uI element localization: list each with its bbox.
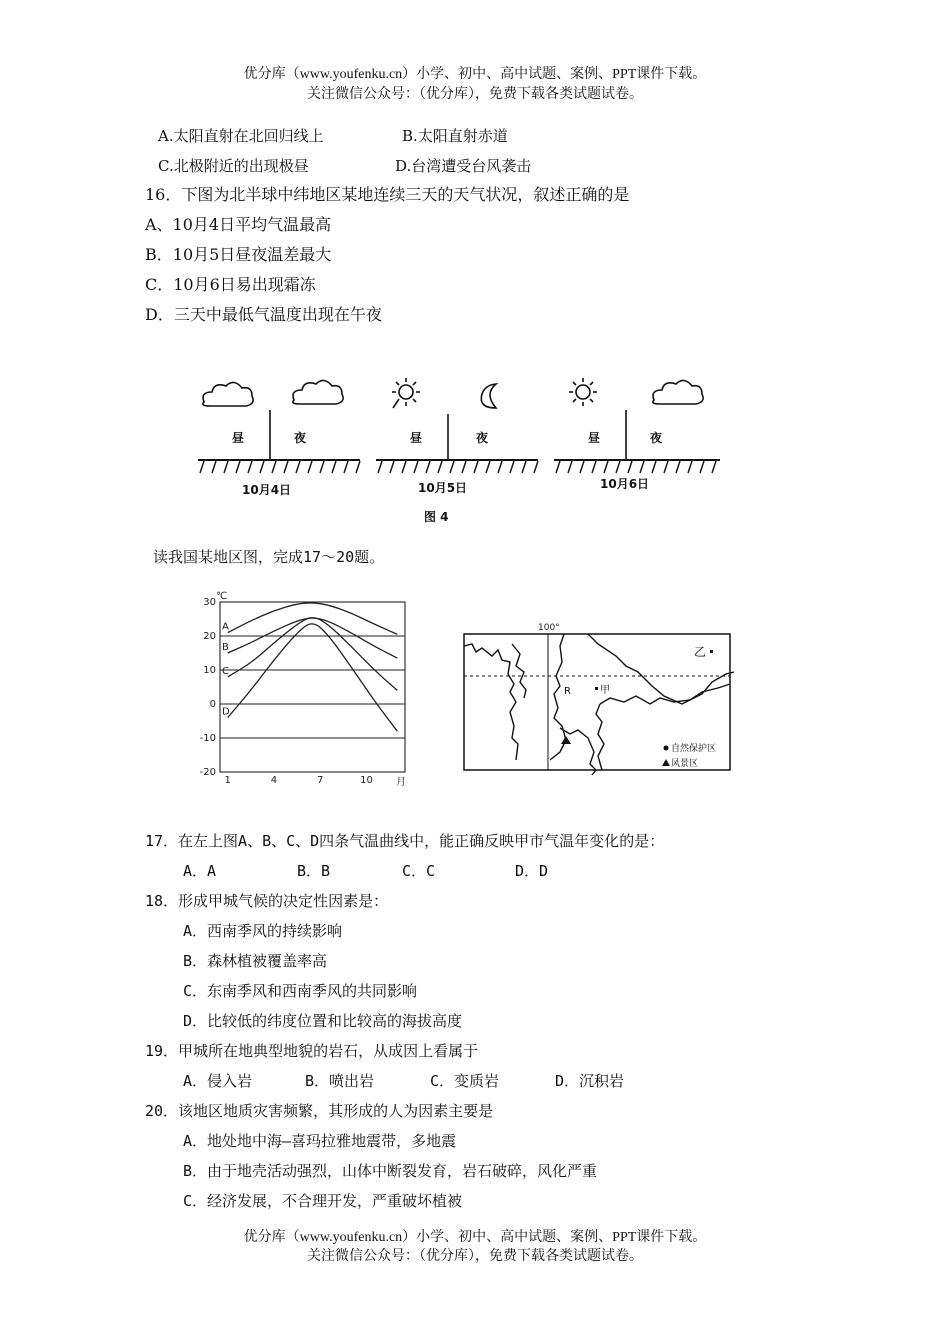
x-tick-label: 7 [317, 775, 324, 786]
regional-map [460, 620, 735, 775]
map-label-r: R [564, 686, 571, 697]
scenic-area-marker [561, 736, 571, 744]
sun-icon [569, 378, 597, 406]
q19-option-a: A．侵入岩 [183, 1072, 253, 1090]
series-line-C [228, 618, 398, 691]
figure-4-weather-diagram [190, 370, 730, 530]
day3-night-label: 夜 [650, 431, 663, 445]
x-tick-label: 1 [224, 775, 231, 786]
chart-plot-frame [220, 602, 405, 772]
q18-option-c: C．东南季风和西南季风的共同影响 [183, 982, 418, 1000]
q15-option-d: D.台湾遭受台风袭击 [395, 157, 532, 175]
x-tick-label: 4 [270, 775, 278, 786]
y-axis-unit: ℃ [216, 591, 228, 602]
q17-option-b: B．B [297, 862, 331, 880]
longitude-label: 100° [538, 623, 560, 633]
intro-17-20: 读我国某地区图，完成17～20题。 [153, 548, 385, 566]
day1-night-label: 夜 [294, 431, 307, 445]
day3-day-label: 昼 [588, 431, 601, 445]
legend-reserve-label: 自然保护区 [671, 744, 717, 754]
q17-stem: 17．在左上图A、B、C、D四条气温曲线中，能正确反映甲市气温年变化的是： [145, 832, 665, 850]
series-label-C: C [222, 665, 229, 677]
legend-scenic-label: 风景区 [671, 759, 699, 769]
q15-option-b: B.太阳直射赤道 [402, 127, 508, 145]
yi-marker [710, 650, 713, 653]
q16-stem: 16．下图为北半球中纬地区某地连续三天的天气状况，叙述正确的是 [145, 185, 630, 204]
y-tick-label: 30 [203, 597, 216, 608]
legend-scenic-triangle [662, 759, 670, 766]
y-tick-label: -20 [199, 767, 216, 778]
moon-icon [481, 384, 496, 408]
q19-option-d: D．沉积岩 [555, 1072, 625, 1090]
day3-date: 10月6日 [600, 477, 650, 491]
temperature-chart [180, 585, 420, 795]
q20-option-a: A．地处地中海—喜玛拉雅地震带，多地震 [183, 1132, 457, 1150]
q16-option-c: C．10月6日易出现霜冻 [145, 275, 316, 294]
y-tick-label: 20 [203, 631, 216, 642]
q15-option-a: A.太阳直射在北回归线上 [158, 127, 324, 145]
q16-option-a: A、10月4日平均气温最高 [145, 215, 332, 234]
q18-option-b: B．森林植被覆盖率高 [183, 952, 328, 970]
map-label-yi: 乙 [694, 645, 707, 659]
q20-stem: 20．该地区地质灾害频繁，其形成的人为因素主要是 [145, 1102, 494, 1120]
q19-option-c: C．变质岩 [430, 1072, 500, 1090]
series-label-B: B [222, 642, 229, 653]
series-label-A: A [222, 621, 229, 633]
q17-option-d: D．D [515, 862, 549, 880]
sun-icon [392, 378, 420, 408]
x-tick-label: 10 [360, 775, 373, 786]
y-tick-label: 0 [209, 699, 216, 710]
series-line-D [228, 624, 398, 731]
day2-date: 10月5日 [418, 481, 468, 495]
q16-option-b: B．10月5日昼夜温差最大 [145, 245, 332, 264]
q20-option-c: C．经济发展，不合理开发，严重破坏植被 [183, 1192, 463, 1210]
cloud-icon [293, 380, 343, 404]
q18-stem: 18．形成甲城气候的决定性因素是： [145, 892, 389, 910]
y-tick-label: 10 [203, 665, 216, 676]
y-tick-label: -10 [199, 733, 216, 744]
q19-stem: 19．甲城所在地典型地貌的岩石，从成因上看属于 [145, 1042, 479, 1060]
day1-day-label: 昼 [232, 431, 245, 445]
q18-option-a: A．西南季风的持续影响 [183, 922, 343, 940]
cloud-icon [653, 380, 703, 404]
q15-option-c: C.北极附近的出现极昼 [158, 157, 309, 175]
q18-option-d: D．比较低的纬度位置和比较高的海拔高度 [183, 1012, 463, 1030]
series-label-D: D [222, 706, 230, 718]
day2-night-label: 夜 [476, 431, 489, 445]
legend-reserve-dot [664, 746, 669, 751]
q16-option-d: D．三天中最低气温度出现在午夜 [145, 305, 382, 324]
q19-option-b: B．喷出岩 [305, 1072, 375, 1090]
day2-day-label: 昼 [410, 431, 423, 445]
header-line-1: 优分库（www.youfenku.cn）小学、初中、高中试题、案例、PPT课件下载。 [243, 67, 707, 82]
x-axis-unit: 月 [396, 777, 406, 788]
map-label-jia: 甲 [600, 685, 610, 696]
q20-option-b: B．由于地壳活动强烈，山体中断裂发育，岩石破碎，风化严重 [183, 1162, 598, 1180]
cloud-icon [203, 382, 253, 406]
q17-option-c: C．C [402, 862, 436, 880]
footer-line-2: 关注微信公众号：（优分库），免费下载各类试题试卷。 [307, 1249, 643, 1264]
figure-4-caption: 图 4 [424, 510, 449, 524]
footer-line-1: 优分库（www.youfenku.cn）小学、初中、高中试题、案例、PPT课件下载。 [243, 1230, 707, 1245]
q17-option-a: A．A [183, 862, 217, 880]
header-line-2: 关注微信公众号：（优分库），免费下载各类试题试卷。 [307, 87, 643, 102]
day1-date: 10月4日 [242, 483, 292, 497]
jia-marker [595, 687, 598, 690]
